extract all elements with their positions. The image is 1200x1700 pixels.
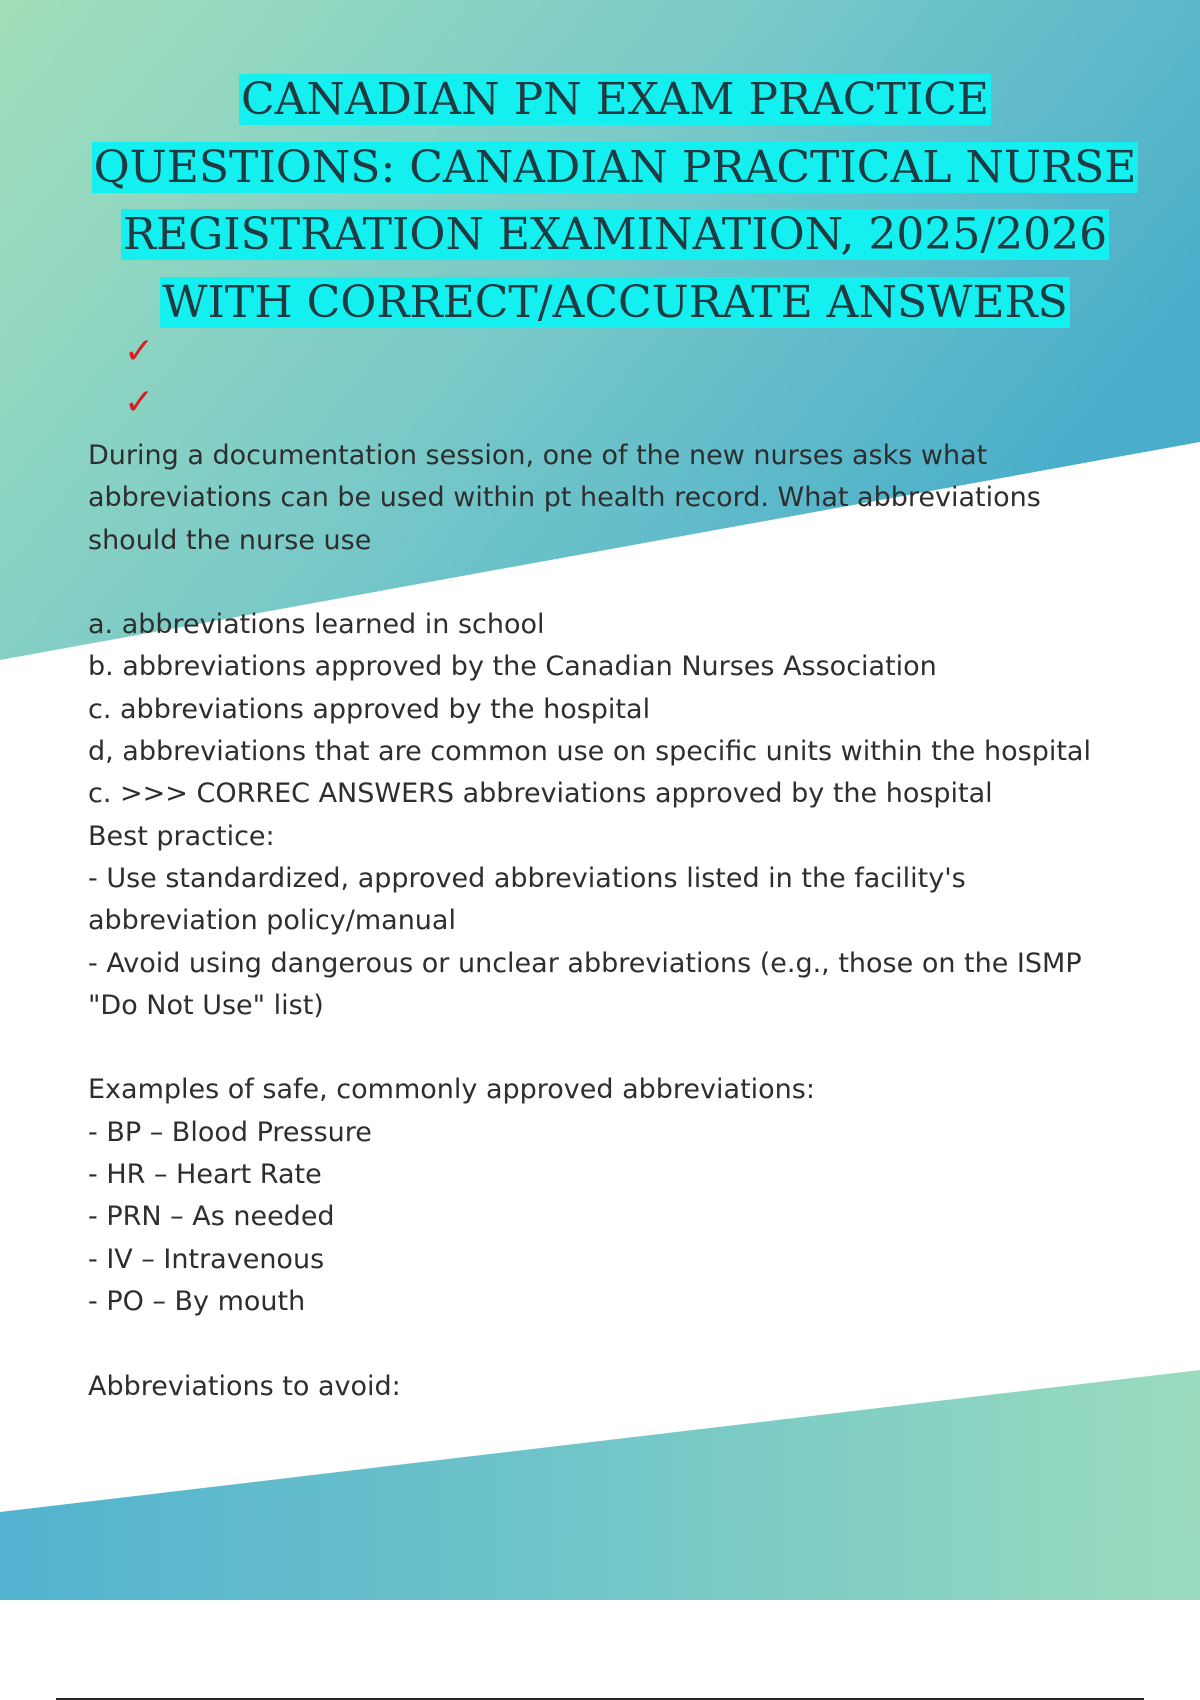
best-practice-heading: Best practice: [88,820,275,852]
example-item: - PRN – As needed [88,1201,335,1233]
question-content [88,435,1148,1408]
title-line-3: REGISTRATION EXAMINATION, 2025/2026 [122,209,1108,260]
option-d: d, abbreviations that are common use on specific units within the hospital [88,736,1091,768]
spacer [88,1027,1148,1069]
spacer [88,1323,1148,1365]
question-line: abbreviations can be used within pt health record. What abbreviations [88,482,1041,514]
check-mark-icon: ✓ [124,331,155,372]
example-item: - HR – Heart Rate [88,1159,322,1191]
title-line-4: WITH CORRECT/ACCURATE ANSWERS [162,276,1068,328]
example-item: - BP – Blood Pressure [88,1116,372,1148]
example-item: - IV – Intravenous [88,1243,325,1275]
option-a: a. abbreviations learned in school [88,609,545,641]
title-line-1: CANADIAN PN EXAM PRACTICE [240,74,990,125]
avoid-heading: Abbreviations to avoid: [88,1370,401,1402]
best-practice-line: - Avoid using dangerous or unclear abbreviations (e.g., those on the ISMP [88,947,1082,979]
question-line: During a documentation session, one of the new nurses asks what [88,440,988,471]
example-item: - PO – By mouth [88,1285,306,1317]
document-title [60,66,1170,336]
title-line-2: QUESTIONS: CANADIAN PRACTICAL NURSE [93,141,1137,193]
question-line: should the nurse use [88,524,372,556]
check-mark-icon: ✓ [124,382,155,423]
best-practice-line: "Do Not Use" list) [88,989,324,1021]
option-b: b. abbreviations approved by the Canadian Nurses Association [88,651,937,683]
best-practice-line: - Use standardized, approved abbreviations listed in the facility's [88,862,966,894]
correct-answer: c. >>> CORREC ANSWERS abbreviations approved by the hospital [88,778,993,810]
option-c: c. abbreviations approved by the hospital [88,693,651,725]
spacer [88,562,1148,604]
examples-heading: Examples of safe, commonly approved abbreviations: [88,1074,815,1106]
best-practice-line: abbreviation policy/manual [88,905,456,937]
